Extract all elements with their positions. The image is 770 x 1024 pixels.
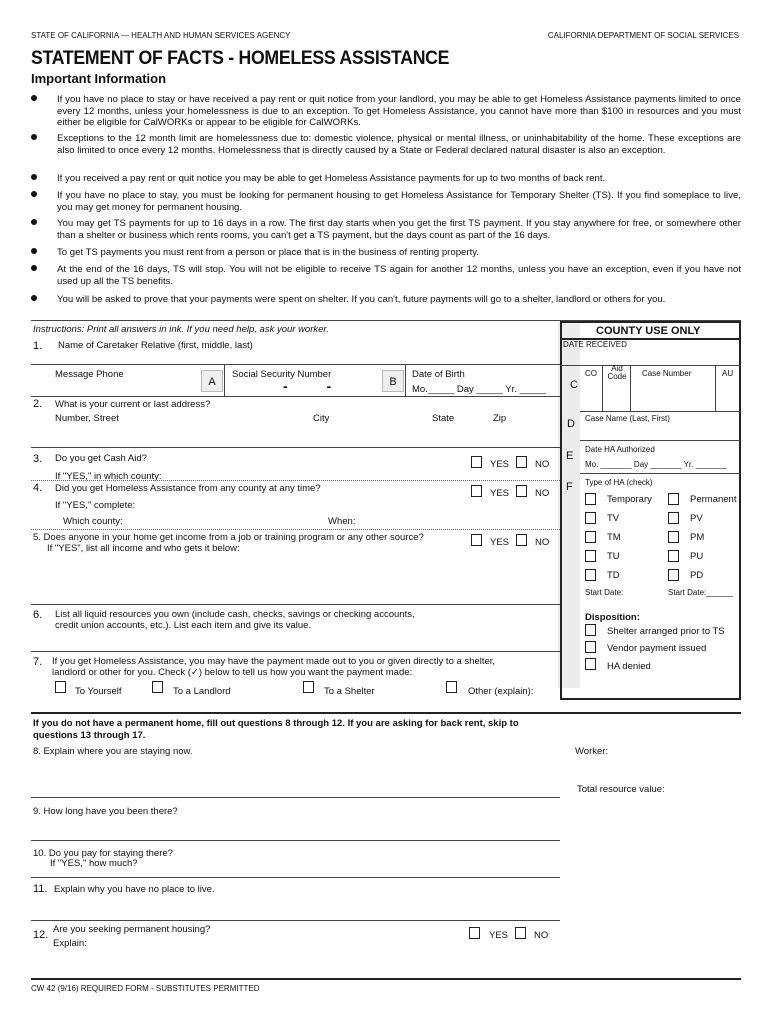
q4-yes-checkbox[interactable]: [471, 485, 482, 497]
q12-no-label: NO: [534, 930, 549, 941]
q6-label-2: credit union accounts, etc.). List each item and give its value.: [55, 620, 312, 631]
q4-label: Did you get Homeless Assistance from any county at any time?: [55, 483, 321, 494]
box-c-label: C: [570, 379, 578, 391]
number-street-label: Number, Street: [55, 413, 119, 424]
date-ha-format: Mo. _______ Day _______ Yr. _______: [585, 460, 727, 469]
q4-complete-label: If "YES," complete:: [55, 500, 136, 511]
start-date-2: Start Date:______: [668, 588, 733, 597]
to-yourself-checkbox[interactable]: [55, 681, 66, 693]
q7-label: If you get Homeless Assistance, you may have the payment made out to you or given directly to a shelter,: [52, 656, 496, 667]
ssn-label: Social Security Number: [232, 369, 332, 380]
q3-no-checkbox[interactable]: [516, 456, 527, 468]
case-number-label: Case Number: [642, 369, 692, 378]
q6-number: 6.: [33, 609, 43, 621]
tu-label: TU: [607, 551, 620, 562]
form-footer: CW 42 (9/16) REQUIRED FORM - SUBSTITUTES PERMITTED: [31, 984, 260, 993]
type-ha-label: Type of HA (check): [585, 478, 653, 487]
disposition-label: Disposition:: [585, 612, 640, 623]
q5-no-checkbox[interactable]: [516, 534, 527, 546]
pd-checkbox[interactable]: [668, 569, 679, 581]
worker-label: Worker:: [575, 746, 609, 757]
q3-yes-checkbox[interactable]: [471, 456, 482, 468]
q11-label: Explain why you have no place to live.: [54, 884, 215, 895]
city-label: City: [313, 413, 330, 424]
q6-label: List all liquid resources you own (include cash, checks, savings or checking accounts,: [55, 609, 415, 620]
q5-no-label: NO: [535, 537, 550, 548]
info-bullet-2: Exceptions to the 12 month limit are homelessness due to: domestic violence, physical or mental illness, or uninhabitability of the home. These exceptions are also limited to once every 12 months. Homelessness that is directly caused by a State or Federal declared natural disaster is also an exception.: [31, 133, 741, 156]
state-label: State: [432, 413, 455, 424]
q1-label: Name of Caretaker Relative (first, middle, last): [58, 340, 253, 351]
tv-label: TV: [607, 513, 620, 524]
q2-label: What is your current or last address?: [55, 399, 211, 410]
info-bullet-8: You will be asked to prove that your payments were spent on shelter. If you can't, future payments will go to a shelter, landlord or others for you.: [31, 294, 741, 306]
q12-number: 12.: [33, 929, 49, 941]
pd-label: PD: [690, 570, 704, 581]
county-use-title: COUNTY USE ONLY: [596, 325, 701, 337]
q4-yes-label: YES: [490, 488, 510, 499]
info-bullet-1: If you have no place to stay or have received a pay rent or quit notice from your landlord, you may be able to get Homeless Assistance payments limited to once every 12 months, unless your homelessness is due to an exception. To get Homeless Assistance, you cannot have more than $100 in resources and you must either be eligible for CalWORKs or appear to be eligible for CalWORKs.: [31, 94, 741, 129]
zip-label: Zip: [493, 413, 507, 424]
back-rent-note-2: questions 13 through 17.: [33, 730, 146, 741]
box-e-label: E: [566, 450, 574, 462]
instructions: Instructions: Print all answers in ink. If you need help, ask your worker.: [33, 324, 329, 335]
shelter-prior-checkbox[interactable]: [585, 624, 596, 636]
q12-yes-label: YES: [489, 930, 509, 941]
q4-no-label: NO: [535, 488, 550, 499]
pu-label: PU: [690, 551, 704, 562]
ha-denied-checkbox[interactable]: [585, 658, 596, 670]
q4-number: 4.: [33, 482, 43, 494]
box-d-label: D: [567, 418, 575, 430]
q12-yes-checkbox[interactable]: [469, 927, 480, 939]
dob-label: Date of Birth: [412, 369, 465, 380]
case-name-label: Case Name (Last, First): [585, 414, 670, 423]
when-label: When:: [328, 516, 356, 527]
total-resource-label: Total resource value:: [577, 784, 665, 795]
info-bullet-4: If you have no place to stay, you must be looking for permanent housing to get Homeless Assistance for Temporary Shelter (TS). If you find someplace to live, you may get money for permanent housing.: [31, 190, 741, 213]
start-date-1: Start Date:: [585, 588, 624, 597]
ha-denied-label: HA denied: [607, 661, 651, 672]
q5-income-label: If "YES", list all income and who gets it below:: [47, 543, 240, 554]
q5-label: 5. Does anyone in your home get income from a job or training program or any other source?: [33, 532, 424, 543]
td-label: TD: [607, 570, 620, 581]
which-county-label: Which county:: [63, 516, 123, 527]
page-title: STATEMENT OF FACTS - HOMELESS ASSISTANCE: [31, 48, 450, 69]
info-bullet-6: To get TS payments you must rent from a person or place that is in the business of renting property.: [31, 247, 741, 259]
q2-number: 2.: [33, 398, 43, 410]
temporary-label: Temporary: [607, 494, 652, 505]
q12-label: Are you seeking permanent housing?: [53, 924, 211, 935]
co-label: CO: [585, 369, 597, 378]
q4-no-checkbox[interactable]: [516, 485, 527, 497]
tv-checkbox[interactable]: [585, 512, 596, 524]
date-received-label: DATE RECEIVED: [563, 340, 627, 349]
q3-label: Do you get Cash Aid?: [55, 453, 147, 464]
q12-explain-label: Explain:: [53, 938, 87, 949]
pv-label: PV: [690, 513, 703, 524]
ssn-dashes: - -: [283, 378, 332, 394]
department-header: CALIFORNIA DEPARTMENT OF SOCIAL SERVICES: [547, 31, 739, 40]
to-landlord-checkbox[interactable]: [152, 681, 163, 693]
permanent-checkbox[interactable]: [668, 493, 679, 505]
tm-label: TM: [607, 532, 621, 543]
q5-yes-checkbox[interactable]: [471, 534, 482, 546]
pm-label: PM: [690, 532, 705, 543]
agency-header: STATE OF CALIFORNIA — HEALTH AND HUMAN SERVICES AGENCY: [31, 31, 291, 40]
q3-yes-label: YES: [490, 459, 510, 470]
au-label: AU: [722, 369, 734, 378]
q7-label-2: landlord or other for you. Check (✓) below to tell us how you want the payment made:: [52, 667, 413, 678]
box-a-label: A: [201, 370, 223, 392]
section-title: Important Information: [31, 71, 167, 86]
back-rent-note: If you do not have a permanent home, fill out questions 8 through 12. If you are asking for back rent, skip to: [33, 718, 519, 729]
q10-amount-label: If "YES," how much?: [50, 858, 138, 869]
to-landlord-label: To a Landlord: [173, 686, 231, 697]
vendor-payment-label: Vendor payment issued: [607, 643, 707, 654]
box-f-label: F: [566, 481, 573, 493]
q5-yes-label: YES: [490, 537, 510, 548]
other-checkbox[interactable]: [446, 681, 457, 693]
temporary-checkbox[interactable]: [585, 493, 596, 505]
to-shelter-label: To a Shelter: [324, 686, 375, 697]
q9-label: 9. How long have you been there?: [33, 806, 178, 817]
dob-format: Mo._____ Day _____ Yr. _____: [412, 384, 546, 395]
tm-checkbox[interactable]: [585, 531, 596, 543]
q3-county-label: If "YES," in which county:: [55, 471, 162, 482]
permanent-label: Permanent: [690, 494, 737, 505]
q12-no-checkbox[interactable]: [515, 927, 526, 939]
q1-number: 1.: [33, 340, 43, 352]
vendor-payment-checkbox[interactable]: [585, 641, 596, 653]
info-bullet-5: You may get TS payments for up to 16 days in a row. The first day starts when you get the first TS payment. If you stay anywhere for free, or somewhere other than a shelter or business which rents rooms, you can't get a TS payment, but the days count as part of the 16 days.: [31, 218, 741, 241]
pv-checkbox[interactable]: [668, 512, 679, 524]
q7-number: 7.: [33, 656, 43, 668]
q3-number: 3.: [33, 453, 43, 465]
td-checkbox[interactable]: [585, 569, 596, 581]
q8-label: 8. Explain where you are staying now.: [33, 746, 193, 757]
aid-code-label: Aid Code: [607, 364, 627, 381]
q3-no-label: NO: [535, 459, 550, 470]
shelter-prior-label: Shelter arranged prior to TS: [607, 626, 725, 637]
info-bullet-7: At the end of the 16 days, TS will stop. You will not be eligible to receive TS again for another 12 months, unless you have an exception, even if you have not used up all the TS benefits.: [31, 264, 741, 287]
tu-checkbox[interactable]: [585, 550, 596, 562]
q10-label: 10. Do you pay for staying there?: [33, 848, 173, 859]
pu-checkbox[interactable]: [668, 550, 679, 562]
pm-checkbox[interactable]: [668, 531, 679, 543]
other-label: Other (explain):: [468, 686, 534, 697]
q11-number: 11.: [33, 883, 48, 895]
box-b-label: B: [382, 370, 404, 392]
info-bullet-3: If you received a pay rent or quit notice you may be able to get Homeless Assistance payments for up to two months of back rent.: [31, 173, 741, 185]
date-ha-label: Date HA Authorized: [585, 445, 655, 454]
to-shelter-checkbox[interactable]: [303, 681, 314, 693]
message-phone-label: Message Phone: [55, 369, 124, 380]
to-yourself-label: To Yourself: [75, 686, 122, 697]
